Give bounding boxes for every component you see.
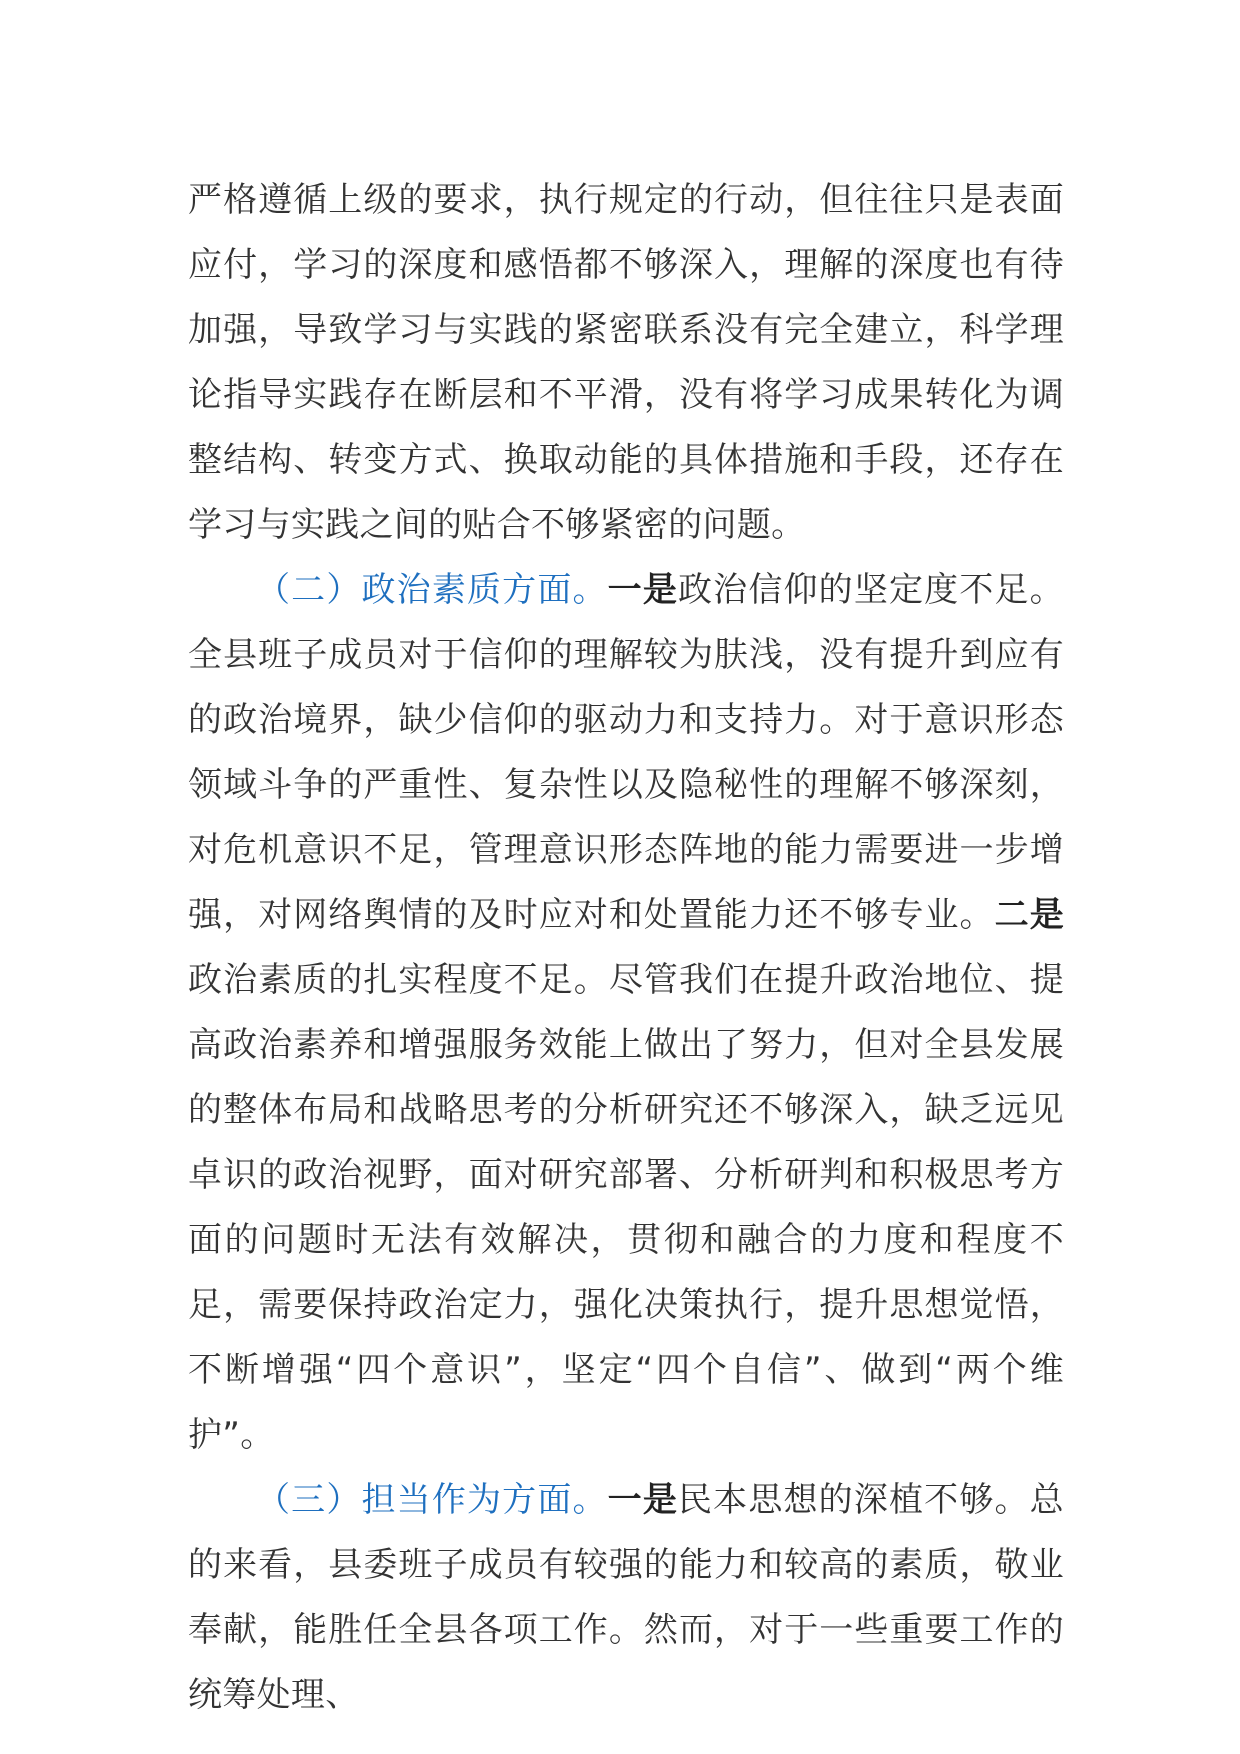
point-marker-second: 二是	[994, 895, 1064, 935]
paragraph-text: 政治信仰的坚定度不足。全县班子成员对于信仰的理解较为肤浅，没有提升到应有的政治境界，缺少信仰的驱动力和支持力。对于意识形态领域斗争的严重性、复杂性以及隐秘性的理解不够深刻，对危机意识不足，管理意识形态阵地的能力需要进一步增强，对网络舆情的及时应对和处置能力还不够专业。	[188, 570, 1064, 935]
point-marker-first: 一是	[607, 570, 679, 610]
paragraph-political-quality	[188, 558, 1064, 1468]
paragraph-study-practice	[188, 168, 1064, 558]
paragraph-responsibility	[188, 1468, 1064, 1728]
section-heading-responsibility: （三）担当作为方面。	[256, 1480, 608, 1520]
paragraph-text: 严格遵循上级的要求，执行规定的行动，但往往只是表面应付，学习的深度和感悟都不够深入，理解的深度也有待加强，导致学习与实践的紧密联系没有完全建立，科学理论指导实践存在断层和不平滑，没有将学习成果转化为调整结构、转变方式、换取动能的具体措施和手段，还存在学习与实践之间的贴合不够紧密的问题。	[188, 180, 1064, 545]
point-marker-first: 一是	[607, 1480, 679, 1520]
section-heading-political-quality: （二）政治素质方面。	[256, 570, 608, 610]
document-body	[188, 168, 1064, 1728]
paragraph-text: 政治素质的扎实程度不足。尽管我们在提升政治地位、提高政治素养和增强服务效能上做出了努力，但对全县发展的整体布局和战略思考的分析研究还不够深入，缺乏远见卓识的政治视野，面对研究部署、分析研判和积极思考方面的问题时无法有效解决，贯彻和融合的力度和程度不足，需要保持政治定力，强化决策执行，提升思想觉悟，不断增强“四个意识”，坚定“四个自信”、做到“两个维护”。	[188, 960, 1064, 1455]
paragraph-text: 民本思想的深植不够。总的来看，县委班子成员有较强的能力和较高的素质，敬业奉献，能胜任全县各项工作。然而，对于一些重要工作的统筹处理、	[188, 1480, 1064, 1715]
